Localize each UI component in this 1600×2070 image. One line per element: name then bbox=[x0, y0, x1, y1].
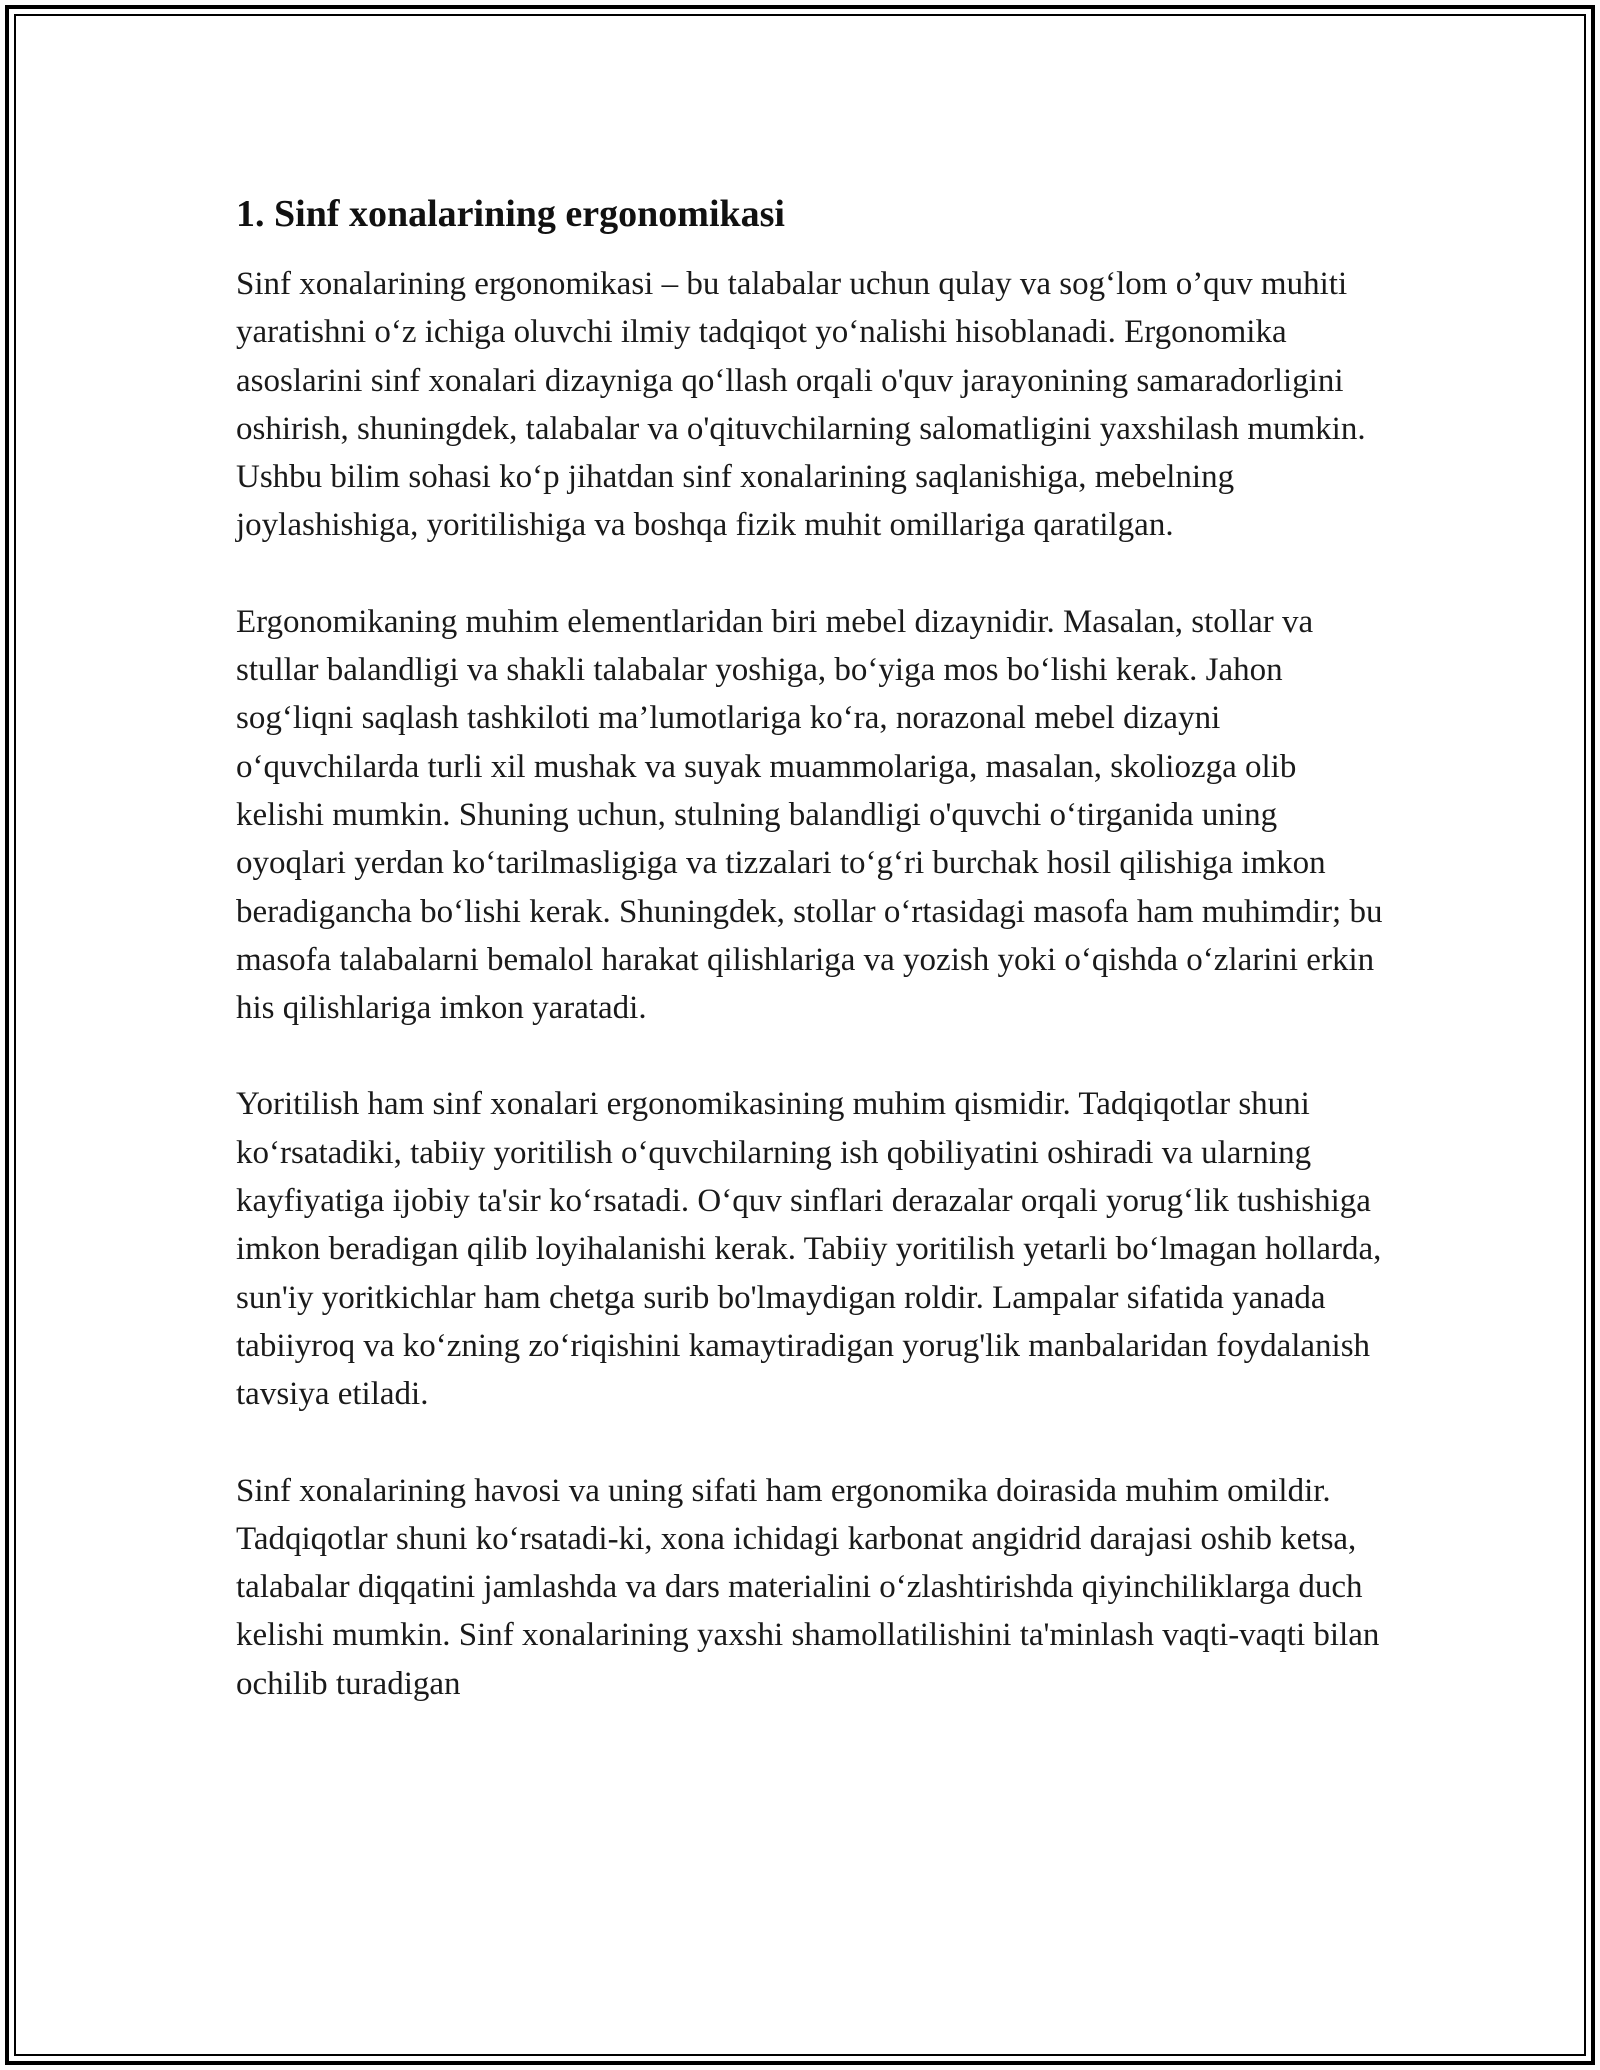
paragraph-lighting: Yoritilish ham sinf xonalari ergonomikasining muhim qismidir. Tadqiqotlar shuni ko‘rsatadiki, tabiiy yoritilish o‘quvchilarning ish qobiliyatini oshiradi va ularning kayfiyatiga ijobiy ta'sir ko‘rsatadi. O‘quv sinflari derazalar orqali yorug‘lik tushishiga imkon beradigan qilib loyihalanishi kerak. Tabiiy yoritilish yetarli bo‘lmagan hollarda, sun'iy yoritkichlar ham chetga surib bo'lmaydigan roldir. Lampalar sifatida yanada tabiiyroq va ko‘zning zo‘riqishini kamaytiradigan yorug'lik manbalaridan foydalanish tavsiya etiladi. bbox=[236, 1086, 1382, 1413]
section-heading: 1. Sinf xonalarining ergonomikasi bbox=[236, 193, 785, 235]
document-body bbox=[236, 188, 1386, 1708]
paragraph-air-quality: Sinf xonalarining havosi va uning sifati ham ergonomika doirasida muhim omildir. Tadqiqotlar shuni ko‘rsatadi-ki, xona ichidagi karbonat angidrid darajasi oshib ketsa, talabalar diqqatini jamlashda va dars materialini o‘zlashtirishda qiyinchiliklarga duch kelishi mumkin. Sinf xonalarining yaxshi shamollatilishini ta'minlash vaqti-vaqti bilan ochilib turadigan bbox=[236, 1472, 1380, 1702]
paragraph-intro: Sinf xonalarining ergonomikasi – bu talabalar uchun qulay va sog‘lom o’quv muhiti yaratishni o‘z ichiga oluvchi ilmiy tadqiqot yo‘nalishi hisoblanadi. Ergonomika asoslarini sinf xonalari dizayniga qo‘llash orqali o'quv jarayonining samaradorligini oshirish, shuningdek, talabalar va o'qituvchilarning salomatligini yaxshilash mumkin. Ushbu bilim sohasi ko‘p jihatdan sinf xonalarining saqlanishiga, mebelning joylashishiga, yoritilishiga va boshqa fizik muhit omillariga qaratilgan. bbox=[236, 266, 1366, 544]
paragraph-furniture: Ergonomikaning muhim elementlaridan biri mebel dizaynidir. Masalan, stollar va stullar balandligi va shakli talabalar yoshiga, bo‘yiga mos bo‘lishi kerak. Jahon sog‘liqni saqlash tashkiloti ma’lumotlariga ko‘ra, norazonal mebel dizayni o‘quvchilarda turli xil mushak va suyak muammolariga, masalan, skoliozga olib kelishi mumkin. Shuning uchun, stulning balandligi o'quvchi o‘tirganida uning oyoqlari yerdan ko‘tarilmasligiga va tizzalari to‘g‘ri burchak hosil qilishiga imkon beradigancha bo‘lishi kerak. Shuningdek, stollar o‘rtasidagi masofa ham muhimdir; bu masofa talabalarni bemalol harakat qilishlariga va yozish yoki o‘qishda o‘zlarini erkin his qilishlariga imkon yaratadi. bbox=[236, 603, 1383, 1027]
